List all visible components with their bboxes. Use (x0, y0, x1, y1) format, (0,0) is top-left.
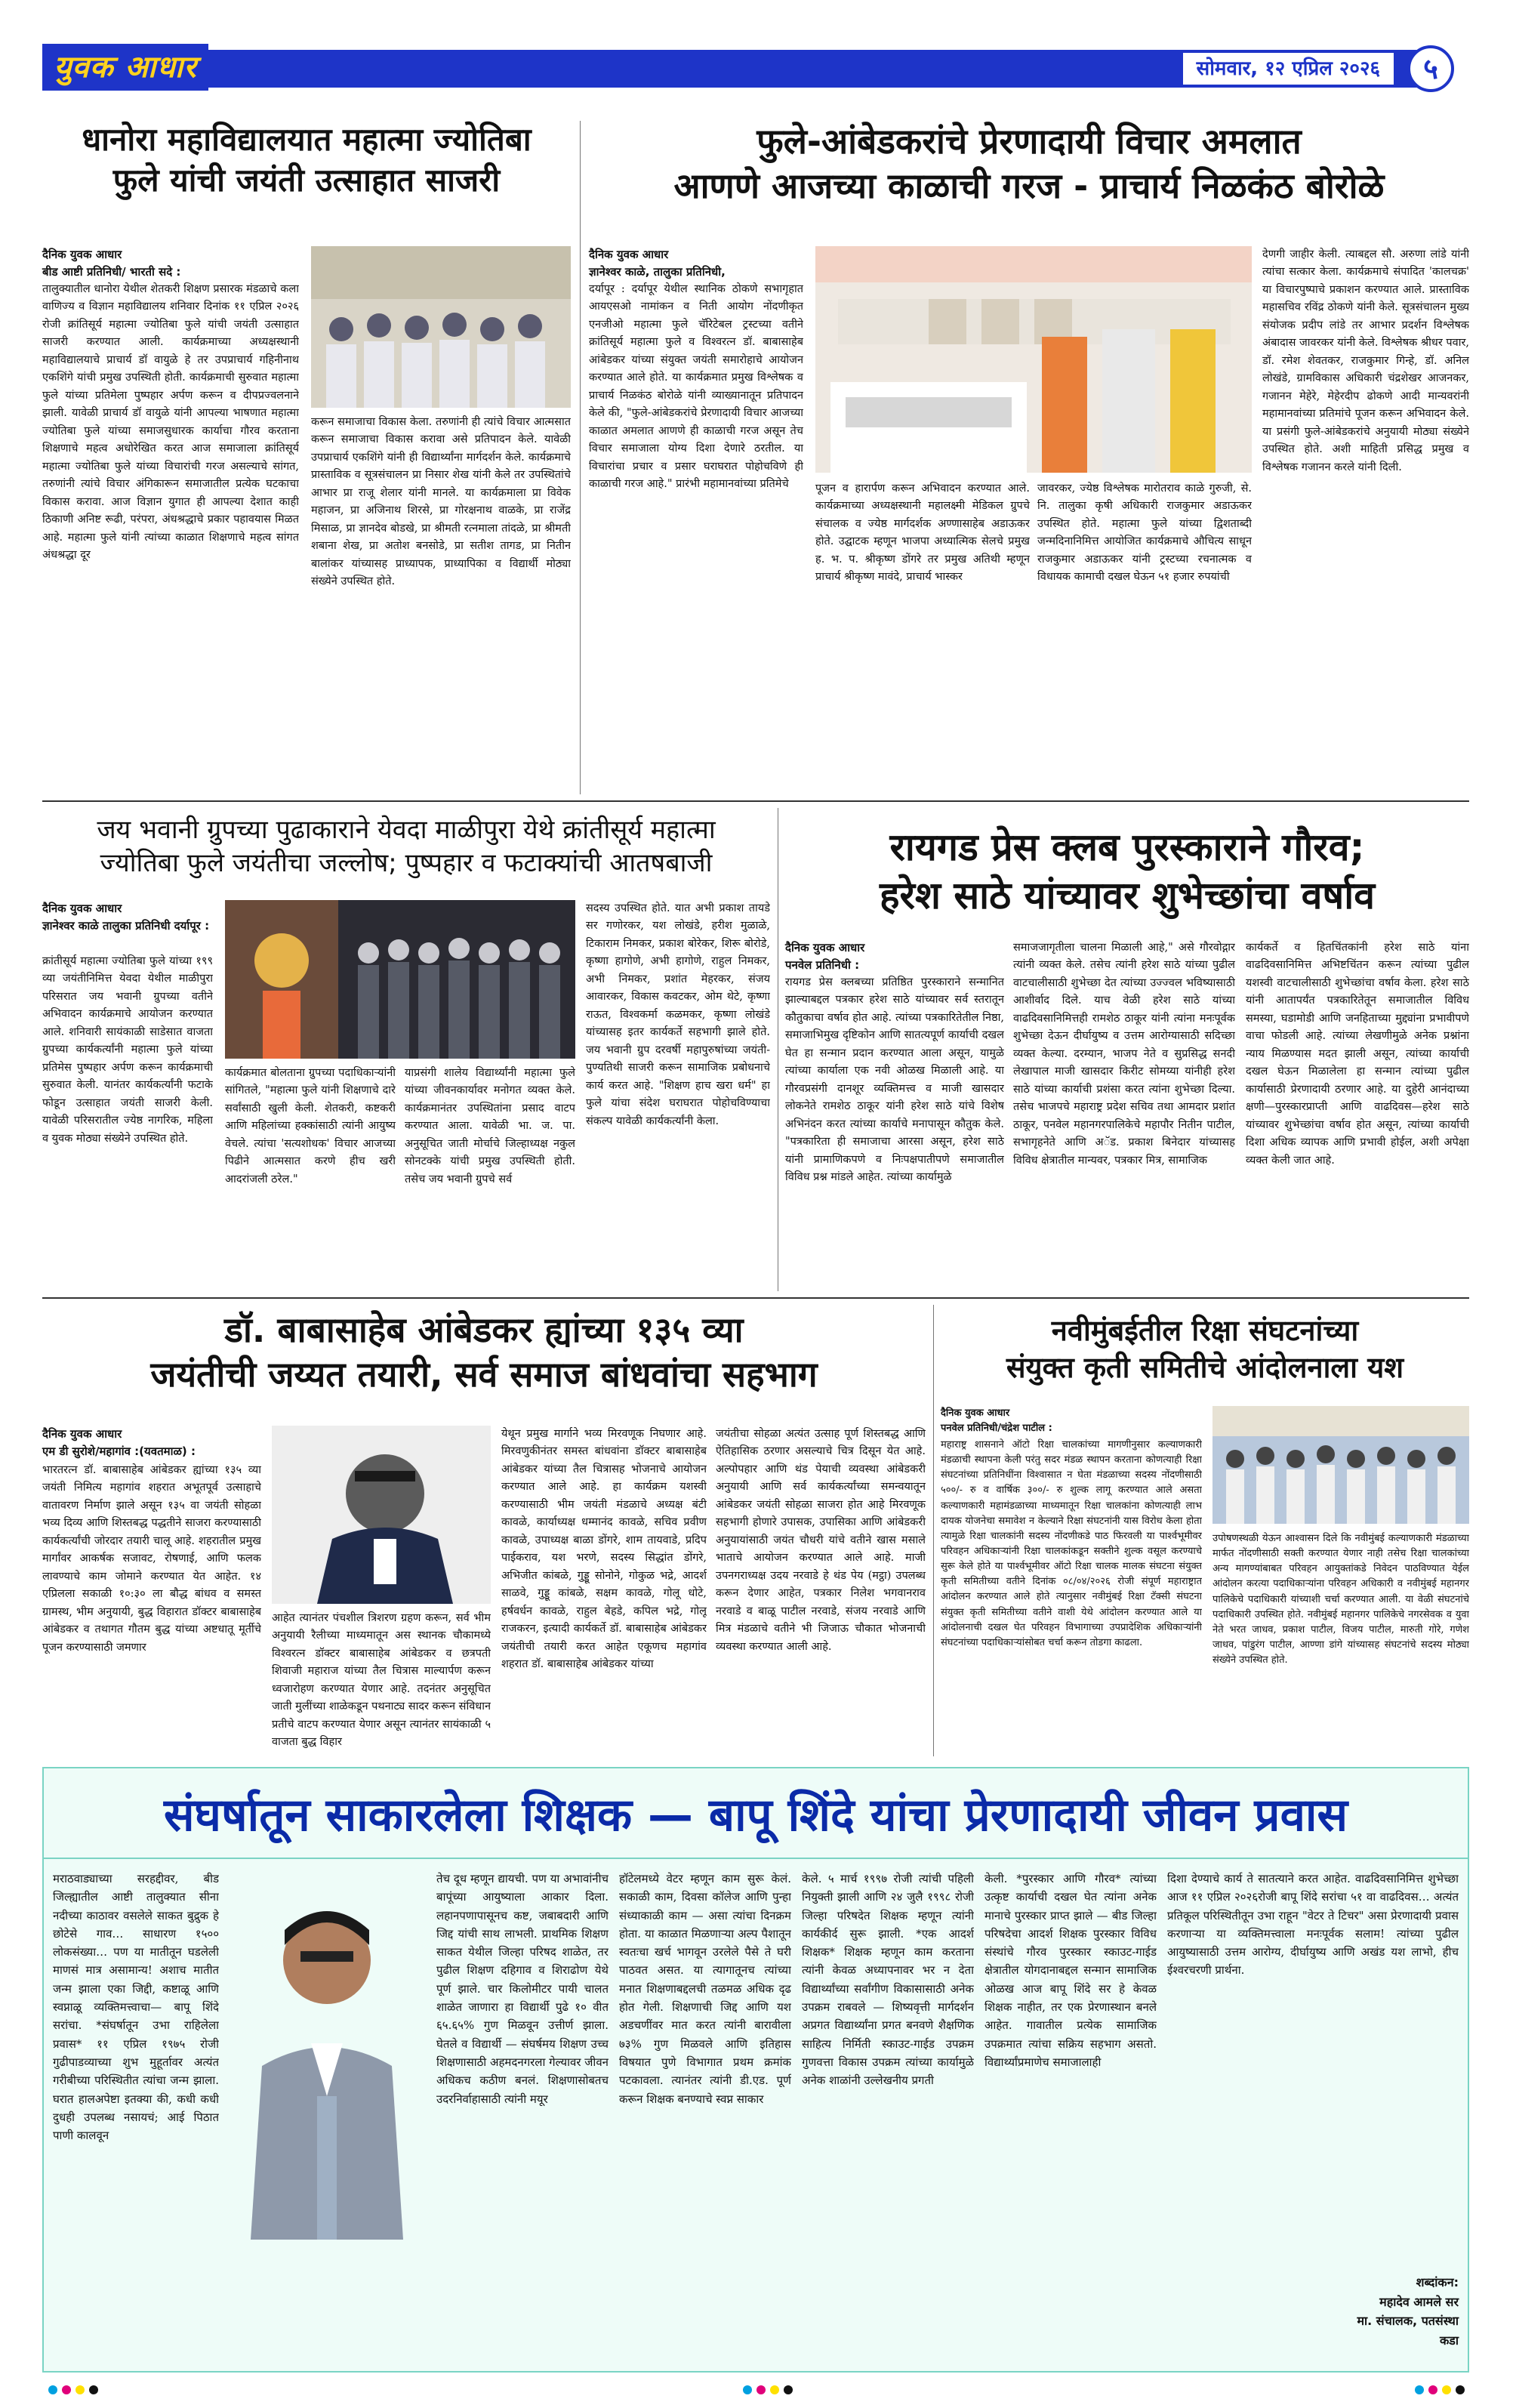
s2-headline (589, 119, 1469, 208)
s1-byline (42, 246, 299, 280)
s3-column-4: सदस्य उपस्थित होते. यात अभी प्रकाश तायडे सर गणोरकर, यश लोखंडे, हरीश मुळाळे, टिकाराम निमकर, प्रकाश बोरेकर, शिरू बोरोडे, कृष्णा हागोणे, अभी हागोणे, राहुल निमकर, अभी निमकर, प्रशांत मेहरकर, संजय आवारकर, विकास कवटकर, ओम थेटे, कृष्णा राऊत, विश्वकर्मा कळमकर, कृष्णा लोखंडे यांच्यासह इतर कार्यकर्ते सहभागी झाले होते. जय भवानी ग्रुप दरवर्षी महापुरुषांच्या जयंती-पुण्यतिथी साजरी करून सामाजिक प्रबोधनाचे कार्य करत आहे. "शिक्षण हाच खरा धर्म" हा फुले यांचा संदेश घराघरात पोहोचविण्याचा संकल्प यावेळी कार्यकर्त्यांनी केला. (586, 902, 770, 1127)
s7-photo-graphic (228, 1870, 426, 2240)
s1-photo-students (311, 246, 571, 408)
s4-headline (785, 823, 1469, 920)
s4-headline-line2: हरेश साठे यांच्यावर शुभेच्छांचा वर्षाव (879, 874, 1376, 917)
s7-column-2: तेच दूध म्हणून द्यायची. पण या अभावांनीच बापूंच्या आयुष्याला आकार दिला. लहानपणापासूनच कष्ट, जबाबदारी आणि जिद्द यांची साथ लाभली. प्राथमिक शिक्षण साकत येथील जिल्हा परिषद शाळेत, तर पुढील शिक्षण दहिगाव व शिराढोण येथे पूर्ण झाले. चार किलोमीटर पायी चालत शाळेत जाणारा हा विद्यार्थी पुढे १० वीत ६५.६५% गुण मिळवून उत्तीर्ण झाला. घेतले व विद्यार्थी — संघर्षमय शिक्षण उच्च शिक्षणासाठी अहमदनगरला गेल्यावर जीवन अधिकच कठीण बनलं. शिक्षणासोबतच उदरनिर्वाहासाठी त्यांनी मयूर (436, 1872, 609, 2106)
s2-photo-ceremony (815, 246, 1252, 473)
s2-byline-paper: दैनिक युवक आधार (589, 248, 669, 261)
row1-divider (42, 800, 1469, 802)
s2-column-4: देणगी जाहीर केली. त्याबद्दल सौ. अरुणा लांडे यांनी त्यांचा सत्कार केला. कार्यक्रमाचे संपादित 'कालचक्र' या विचारपुष्पाचे प्रकाशन करण्यात आले. प्रास्ताविक महासचिव रविंद्र ठोकणे यांनी केले. सूत्रसंचालन मुख्य संयोजक प्रदीप लांडे तर आभार प्रदर्शन विश्लेषक अंबादास जावरकर यांनी केले. विश्लेषक श्रीधर पवार, डॉ. रमेश शेवतकर, राजकुमार गिन्हे, डॉ. अनिल लोखंडे, ग्रामविकास अधिकारी चंद्रशेखर आजनकर, गजानन मेहेरे, मेहेरदीप ढोकणे आदी मान्यवरांनी महामानवांच्या प्रतिमांचे पूजन करून अभिवादन केले. या प्रसंगी फुले-आंबेडकरांचे अनुयायी मोठ्या संख्येने उपस्थित होते. अशी माहिती प्रसिद्ध प्रमुख व विश्लेषक गजानन करले यांनी दिली. (1262, 248, 1469, 473)
s5-headline (42, 1308, 926, 1397)
s2-column-1: दर्यापूर : दर्यापूर येथील स्थानिक ठोकणे सभागृहात आयएसओ नामांकन व निती आयोग नोंदणीकृत एनजीओ महात्मा फुले चॅरिटेबल ट्रस्टच्या वतीने क्रांतिसूर्य महात्मा फुले व विश्वरत्न डॉ. बाबासाहेब आंबेडकर यांच्या संयुक्त जयंती समारोहाचे आयोजन करण्यात आले होते. या कार्यक्रमात प्रमुख विश्लेषक व प्राचार्य निळकंठ बोरोळे यांनी व्याख्यानातून प्रतिपादन केले की, "फुले-आंबेडकरांचे प्रेरणादायी विचार आजच्या काळात अमलात आणणे ही काळाची गरज असून तेच विचार समाजाला योग्य दिशा देणारे ठरतील. या विचारांचा प्रचार व प्रसार घराघरात पोहोचविणे ही काळाची गरज आहे." प्रारंभी महामानवांच्या प्रतिमेचे (589, 283, 803, 491)
s7-column-3: हॉटेलमध्ये वेटर म्हणून काम सुरू केलं. सकाळी काम, दिवसा कॉलेज आणि पुन्हा संध्याकाळी काम — असा त्यांचा दिनक्रम होता. या काळात मिळणाऱ्या अल्प पैशातून स्वतःचा खर्च भागवून उरलेले पैसे ते घरी पाठवत असत. या त्यागातूनच त्यांच्या मनात शिक्षणाबद्दलची तळमळ अधिक दृढ होत गेली. शिक्षणाची जिद्द आणि यश अडचणींवर मात करत त्यांनी बारावीला ७३% गुण मिळवले आणि इतिहास विषयात पुणे विभागात प्रथम क्रमांक पटकावला. त्यानंतर त्यांनी डी.एड. पूर्ण करून शिक्षक बनण्याचे स्वप्न साकार (619, 1872, 791, 2106)
s3-headline-line2: ज्योतिबा फुले जयंतीचा जल्लोष; पुष्पहार व फटाक्यांची आतषबाजी (100, 847, 713, 878)
s1-headline (42, 119, 571, 201)
newspaper-logo: युवक आधार (42, 44, 208, 91)
s7-column-5: केली. *पुरस्कार आणि गौरव* त्यांच्या उत्कृष्ट कार्याची दखल घेत त्यांना अनेक मानाचे पुरस्कार प्राप्त झाले — बीड जिल्हा परिषदेचा आदर्श शिक्षक पुरस्कार विविध संस्थांचे गौरव पुरस्कार स्काउट-गाईड क्षेत्रातील योगदानाबद्दल सन्मान सामाजिक ओळख आज बापू शिंदे सर हे केवळ शिक्षक नाहीत, तर एक प्रेरणास्थान बनले आहेत. गावातील प्रत्येक सामाजिक उपक्रमात त्यांचा सक्रिय सहभाग असतो. विद्यार्थ्यांप्रमाणेच समाजालाही (984, 1872, 1157, 2069)
s7-signoff-title: मा. संचालक, पतसंस्था (1357, 2314, 1459, 2329)
s1-column-2: करून समाजाचा विकास केला. तरुणांनी ही त्यांचे विचार आत्मसात करून समाजाचा विकास करावा असे प्रतिपादन केले. यावेळी उपप्राचार्य एकशिंगे यांनी ही विद्यार्थ्यांना मार्गदर्शन केले. कार्यक्रमाचे प्रास्ताविक व सूत्रसंचालन प्रा निसार शेख यांनी केले तर उपस्थितांचे आभार प्रा राजू शेलार यांनी मानले. या कार्यक्रमाला प्रा विवेक महाजन, प्रा अजिनाथ शिरसे, प्रा गोरक्षनाथ वाळके, प्रा राजेंद्र मिसाळ, प्रा ज्ञानदेव बोडखे, प्रा श्रीमती रत्नमाला तांदळे, प्रा श्रीमती शबाना शेख, प्रा अतोश बनसोडे, प्रा सतीश तागड, प्रा नितीन बालांकर यांच्यासह प्राध्यापक, प्राध्यापिका व विद्यार्थी मोठ्या संख्येने उपस्थित होते. (311, 416, 571, 588)
s3-column-2: कार्यक्रमात बोलताना ग्रुपच्या पदाधिकाऱ्यांनी सांगितले, "महात्मा फुले यांनी शिक्षणाचे दारे सर्वांसाठी खुली केली. शेतकरी, कष्टकरी आणि महिलांच्या हक्कांसाठी त्यांनी आयुष्य वेचले. त्यांचा 'सत्यशोधक' विचार आजच्या पिढीने आत्मसात करणे हीच खरी आदरांजली ठरेल." (225, 1067, 396, 1186)
s2-column-2: पूजन व हारार्पण करून अभिवादन करण्यात आले. कार्यक्रमाच्या अध्यक्षस्थानी महालक्ष्मी मेडिकल ग्रुपचे संचालक व ज्येष्ठ मार्गदर्शक अण्णासाहेब अडाऊकर होते. उद्घाटक म्हणून भाजपा अध्यात्मिक सेलचे प्रमुख ह. भ. प. श्रीकृष्ण डोंगरे तर प्रमुख अतिथी म्हणून प्राचार्य श्रीकृष्ण मावंदे, प्राचार्य भास्कर (815, 483, 1030, 584)
s4-column-3: कार्यकर्ते व हितचिंतकांनी हरेश साठे यांना वाढदिवसानिमित्त अभिष्टचिंतन करून त्यांच्या पुढील यशस्वी वाटचालीसाठी शुभेच्छांचा वर्षाव केला. हरेश साठे यांनी आतापर्यंत पत्रकारितेतून समाजातील विविध समस्या, घडामोडी आणि जनहिताच्या मुद्द्यांना प्रभावीपणे वाचा फोडली आहे. त्यांच्या लेखणीमुळे अनेक प्रश्नांना न्याय मिळण्यास मदत झाली असून, त्यांच्या कार्याची दखल घेऊन मिळालेला हा सन्मान त्यांच्या पुढील कार्यासाठी प्रेरणादायी ठरणार आहे. या दुहेरी आनंदाच्या क्षणी—पुरस्कारप्राप्ती आणि वाढदिवस—हरेश साठे यांच्यावर शुभेच्छांचा वर्षाव होत असून, त्यांच्या कार्याची दिशा अधिक व्यापक आणि प्रभावी होईल, अशी अपेक्षा व्यक्त केली जात आहे. (1246, 942, 1469, 1167)
s1-headline-line1: धानोरा महाविद्यालयात महात्मा ज्योतिबा (82, 121, 532, 158)
s5-portrait-ambedkar (272, 1426, 491, 1604)
s4-headline-line1: रायगड प्रेस क्लब पुरस्काराने गौरव; (889, 825, 1365, 869)
s1-byline-paper: दैनिक युवक आधार (42, 248, 122, 261)
s3-byline-reporter: ज्ञानेश्वर काळे तालुका प्रतिनिधी दर्यापूर : (42, 918, 210, 933)
s6-byline (941, 1406, 1202, 1435)
s5-headline-line1: डॉ. बाबासाहेब आंबेडकर ह्यांच्या १३५ व्या (224, 1309, 744, 1350)
s6-headline (941, 1312, 1469, 1386)
s6-headline-line2: संयुक्त कृती समितीचे आंदोलनाला यश (1006, 1350, 1404, 1384)
s7-headline: संघर्षातून साकारलेला शिक्षक — बापू शिंदे यांचा प्रेरणादायी जीवन प्रवास (163, 1789, 1348, 1842)
s2-headline-line1: फुले-आंबेडकरांचे प्रेरणादायी विचार अमलात (756, 121, 1302, 162)
s7-column-4: केले. ५ मार्च १९९७ रोजी त्यांची पहिली नियुक्ती झाली आणि २४ जुलै १९९८ रोजी जिल्हा परिषदेत शिक्षक म्हणून त्यांनी कार्यकीर्द सुरू झाली. *एक आदर्श शिक्षक* शिक्षक म्हणून काम करताना त्यांनी केवळ अध्यापनावर भर न देता विद्यार्थ्यांच्या सर्वांगीण विकासासाठी अनेक उपक्रम राबवले — शिष्यवृत्ती मार्गदर्शन अप्रगत विद्यार्थ्यांना प्रगत बनवणे शैक्षणिक साहित्य निर्मिती स्काउट-गाईड उपक्रम गुणवत्ता विकास उपक्रम त्यांच्या कार्यामुळे अनेक शाळांनी उल्लेखनीय प्रगती (802, 1872, 974, 2088)
s5-column-4: जयंतीचा सोहळा अत्यंत उत्साह पूर्ण शिस्तबद्ध आणि ऐतिहासिक ठरणार असल्याचे चित्र दिसून येत आहे. अल्पोपहार आणि थंड पेयाची व्यवस्था आंबेडकरी अनुयायी आणि सर्व कार्यकर्त्यांच्या समन्वयातून आंबेडकर जयंती सोहळा साजरा होत आहे मिरवणूक सहभागी होणारे उपासक, उपासिका आणि आंबेडकरी अनुयायांसाठी जयंत चौधरी यांचे वतीने खास मसाले भाताचे आयोजन करण्यात आले आहे. माजी उपनगराध्यक्ष उदय नरवाडे हे थंड पेय (मट्ठा) उपलब्ध करून देणार आहेत, पत्रकार निलेश भगवानराव नरवाडे व बाळू पाटील नरवाडे, संजय नरवाडे आणि मित्र मंडळाचे वतीने भी जिजाऊ चौकात भोजनाची व्यवस्था करण्यात आली आहे. (716, 1428, 926, 1653)
s5-byline-paper: दैनिक युवक आधार (42, 1427, 122, 1441)
s1-column-1: तालुक्यातील धानोरा येथील शेतकरी शिक्षण प्रसारक मंडळाचे कला वाणिज्य व विज्ञान महाविद्यालय शनिवार दिनांक ११ एप्रिल २०२६ रोजी क्रांतिसूर्य महात्मा ज्योतिबा फुले यांची जयंती उत्साहात साजरी करण्यात आली. कार्यक्रमाच्या अध्यक्षस्थानी महाविद्यालयाचे प्राचार्य डॉ वायुळे हे तर उपप्राचार्य गहिनीनाथ एकशिंगे यांची प्रमुख उपस्थिती होती. कार्यक्रमाची सुरुवात महात्मा फुले यांच्या प्रतिमेला पुष्पहार अर्पण करून व दीपप्रज्वलनाने झाली. यावेळी प्राचार्य डॉ वायुळे यांनी आपल्या भाषणात महात्मा ज्योतिबा फुले यांच्या समाजसुधारक कार्याचा गौरव करताना शिक्षणाचे महत्व अधोरेखित करत आज समाजाला क्रांतिसूर्य महात्मा ज्योतिबा फुले यांच्या विचारांची गरज असल्याचे सांगत, तरुणांनी त्यांचे विचार अंगिकारून समाजातील प्रत्येक घटकाचा विकास करावा. आज विज्ञान युगात ही आपल्या देशात काही ठिकाणी अनिष्ट रूढी, परंपरा, अंधश्रद्धाचे प्रकार पहावयास मिळत आहे. महात्मा फुले यांनी त्यांच्या काळात शिक्षणाचे महत्व सांगत अंधश्रद्धा दूर (42, 283, 299, 562)
s3-column-1: क्रांतीसूर्य महात्मा ज्योतिबा फुले यांच्या १९९ व्या जयंतीनिमित्त येवदा येथील माळीपुरा परिसरात जय भवानी ग्रुपच्या वतीने अभिवादन कार्यक्रमाचे आयोजन करण्यात आले. शनिवारी सायंकाळी साडेसात वाजता ग्रुपच्या कार्यकर्त्यांनी महात्मा फुले यांच्या प्रतिमेस पुष्पहार अर्पण करून कार्यक्रमाची सुरुवात केली. यानंतर कार्यकर्त्यांनी फटाके फोडून उत्साहात जयंती साजरी केली. यावेळी परिसरातील ज्येष्ठ नागरिक, महिला व युवक मोठ्या संख्येने उपस्थित होते. (42, 955, 213, 1145)
s5-photo-graphic (272, 1426, 491, 1604)
masthead (42, 44, 1469, 94)
s5-column-2: आहेत त्यानंतर पंचशील त्रिशरण ग्रहण करून, सर्व भीम अनुयायी रैलीच्या माध्यमातून अस स्थानक चौकामध्ये विश्वरत्न डॉक्टर बाबासाहेब आंबेडकर व छत्रपती शिवाजी महाराज यांच्या तैल चित्रास माल्यार्पण करून ध्वजारोहण करण्यात येणार आहे. तदनंतर अनुसूचित जाती मुलींच्या शाळेकडून पथनाट्य सादर करून संविधान प्रतीचे वाटप करण्यात येणार असून त्यानंतर सायंकाळी ५ वाजता बुद्ध विहार (272, 1612, 491, 1749)
s3-column-3: याप्रसंगी शालेय विद्यार्थ्यांनी महात्मा फुले यांच्या जीवनकार्यावर मनोगत व्यक्त केले. कार्यक्रमानंतर उपस्थितांना प्रसाद वाटप करण्यात आला. यावेळी भा. ज. पा. अनुसूचित जाती मोर्चाचे जिल्हाध्यक्ष नकुल सोनटक्के यांची प्रमुख उपस्थिती होती. तसेच जय भवानी ग्रुपचे सर्व (405, 1067, 575, 1186)
s5-column-1: भारतरत्न डॉ. बाबासाहेब आंबेडकर ह्यांच्या १३५ व्या जयंती निमित्य महागांव शहरात अभूतपूर्व उत्साहाचे वातावरण निर्माण झाले असून १३५ वा जयंती सोहळा भव्य दिव्य आणि शिस्तबद्ध पद्धतीने साजरा करण्यासाठी कार्यकर्त्यांची जोरदार तयारी चालू आहे. शहरातील प्रमुख मार्गांवर आकर्षक सजावट, रोषणाई, आणि फलक लावण्याचे काम जोमाने करण्यात येत आहेत. १४ एप्रिलला सकाळी १०:३० ला बौद्ध बांधव व समस्त ग्रामस्थ, भीम अनुयायी, बुद्ध विहारात डॉक्टर बाबासाहेब आंबेडकर व तथागत गौतम बुद्ध यांच्या अष्टधातू मूर्तीचे पूजन करण्यासाठी जमणार (42, 1464, 261, 1654)
s2-byline (589, 246, 803, 280)
s5-column-3: येथून प्रमुख मार्गाने भव्य मिरवणूक निघणार आहे. मिरवणुकीनंतर समस्त बांधवांना डॉक्टर बाबासाहेब आंबेडकर यांच्या तैल चित्रासह भोजनाचे आयोजन करण्यात आले आहे. हा कार्यक्रम यशस्वी करण्यासाठी भीम जयंती मंडळाचे अध्यक्ष बंटी कावळे, कार्याध्यक्ष धम्मानंद कावळे, सचिव प्रवीण कावळे, उपाध्यक्ष बाळा डोंगरे, शाम तायवाडे, प्रदिप पाईकराव, यश भरणे, सदस्य सिद्धांत डोंगरे, अभिजीत कांबळे, गुड्डू सोनोने, गोकुळ भद्रे, आदर्श साळवे, गुड्डू कांबळे, सक्षम कावळे, गोलू धोटे, हर्षवर्धन कावळे, राहुल बेहडे, कपिल भद्रे, गोलू राजकरन, इत्यादी कार्यकर्ते डॉ. बाबासाहेब आंबेडकर जयंतीची तयारी करत आहेत एकूणच महागांव शहरात डॉ. बाबासाहेब आंबेडकर यांच्या (501, 1428, 707, 1671)
s6-byline-paper: दैनिक युवक आधार (941, 1407, 1010, 1419)
feature-headline-band (42, 1767, 1469, 1859)
s7-portrait-teacher (228, 1870, 426, 2240)
s6-photo-protest (1212, 1406, 1469, 1524)
s1-headline-line2: फुले यांची जयंती उत्साहात साजरी (112, 161, 501, 199)
s5-byline (42, 1426, 261, 1460)
s3-byline (42, 900, 213, 934)
s5-byline-reporter: एम डी सुरोशे/महागांव :(यवतमाळ) : (42, 1444, 196, 1458)
s7-column-6: दिशा देण्याचे कार्य ते सातत्याने करत आहेत. वाढदिवसानिमित्त शुभेच्छा आज ११ एप्रिल २०२६रोजी बापू शिंदे सरांचा ५१ वा वाढदिवस… अत्यंत प्रतिकूल परिस्थितीतून उभा राहून "वेटर ते टिचर" असा प्रेरणादायी प्रवास करणाऱ्या या व्यक्तिमत्त्वाला मनःपूर्वक सलाम! त्यांच्या पुढील आयुष्यासाठी उत्तम आरोग्य, दीर्घायुष्य आणि अखंड यश लाभो, हीच ईश्वरचरणी प्रार्थना. (1167, 1872, 1459, 1978)
s6-column-2: उपोषणस्थळी येऊन आश्वासन दिले कि नवीमुंबई कल्याणकारी मंडळाच्या मार्फत नोंदणीसाठी सक्ती करण्यात येणार नाही तसेच रिक्षा चालकांच्या अन्य मागण्यांबाबत परिवहन आयुक्तांकडे निवेदन पाठविण्यात येईल आंदोलन करत्या पदाधिकाऱ्यांना परिवहन अधिकारी व नवीमुंबई महानगर पालिकेचे पदाधिकारी यांच्याशी चर्चा करण्यात आली. या वेळी संघटनांचे पदाधिकारी उपस्थित होते. नवीमुंबई महानगर पालिकेचे नगरसेवक व युवा नेते भरत जाधव, प्रकाश पाटील, विजय पाटील, मारुती गोरे, गणेश जाधव, पांडुरंग पाटील, आण्णा डांगे यांच्यासह संघटनांचे सदस्य मोठ्या संख्येने उपस्थित होते. (1212, 1533, 1469, 1666)
s2-headline-line2: आणणे आजच्या काळाची गरज - प्राचार्य निळकंठ बोरोळे (673, 165, 1385, 206)
s2-column-3: जावरकर, ज्येष्ठ विश्लेषक मारोतराव काळे गुरुजी, से. नि. तालुका कृषी अधिकारी राजकुमार अडाऊकर उपस्थित होते. महात्मा फुले यांच्या द्विशताब्दी जन्मदिनानिमित्त आयोजित कार्यक्रमाचे औचित्य साधून राजकुमार अडाऊकर यांनी ट्रस्टच्या रचनात्मक व विधायक कामाची दखल घेऊन ५१ हजार रुपयांची (1037, 483, 1252, 584)
s5-divider (933, 1305, 934, 1756)
s6-photo-graphic (1212, 1406, 1469, 1524)
s4-byline-paper: दैनिक युवक आधार (785, 941, 865, 954)
s7-signoff (1167, 2273, 1459, 2350)
s7-signoff-author: महादेव आमले सर (1379, 2294, 1459, 2309)
s1-byline-reporter: बीड आष्टी प्रतिनिधी/ भारती सदे : (42, 264, 181, 279)
s7-column-1: मराठवाड्याच्या सरहद्दीवर, बीड जिल्ह्यातील आष्टी तालुक्यात सीना नदीच्या काठावर वसलेले साकत बुद्रुक हे छोटेसे गाव… साधारण १५०० लोकसंख्या… पण या मातीतून घडलेली माणसं मात्र असामान्य! अशाच मातीत जन्म झाला एका जिद्दी, कष्टाळू आणि स्वप्नाळू व्यक्तिमत्त्वाचा— बापू शिंदे सरांचा. *संघर्षातून उभा राहिलेला प्रवास* ११ एप्रिल १९७५ रोजी गुढीपाडव्याच्या शुभ मुहूर्तावर अत्यंत गरीबीच्या परिस्थितीत त्यांचा जन्म झाला. घरात हालअपेष्टा इतक्या की, कधी कधी दुधही उपलब्ध नसायचं; आई पिठात पाणी कालवून (53, 1872, 219, 2143)
print-registration-marks (0, 2382, 1516, 2397)
page-number: ५ (1407, 45, 1454, 92)
s7-signoff-label: शब्दांकन: (1416, 2275, 1459, 2289)
s4-byline (785, 939, 1004, 973)
row2-divider (42, 1297, 1469, 1299)
s2-photo-graphic (815, 246, 1252, 473)
s2-byline-reporter: ज्ञानेश्वर काळे, तालुका प्रतिनिधी, (589, 264, 726, 279)
s6-headline-line1: नवीमुंबईतील रिक्षा संघटनांच्या (1051, 1314, 1359, 1347)
s1-photo-graphic (311, 246, 571, 408)
s1-divider (580, 121, 581, 794)
issue-date: सोमवार, १२ एप्रिल २०२६ (1183, 53, 1394, 85)
s4-column-2: समाजजागृतीला चालना मिळाली आहे," असे गौरवोद्गार त्यांनी व्यक्त केले. तसेच त्यांनी हरेश साठे यांच्या पुढील वाटचालीसाठी शुभेच्छा देत त्यांच्या उज्ज्वल भविष्यासाठी आशीर्वाद दिले. याच वेळी हरेश साठे यांच्या वाढदिवसानिमित्तही रामशेठ ठाकूर यांनी त्यांना मनःपूर्वक शुभेच्छा देऊन दीर्घायुष्य व उत्तम आरोग्यासाठी सदिच्छा व्यक्त केल्या. दरम्यान, भाजप नेते व सुप्रसिद्ध सनदी लेखापाल माजी खासदार किरीट सोमय्या यांनीही हरेश साठे यांच्या कार्याची प्रशंसा करत त्यांना शुभेच्छा दिल्या. तसेच भाजपचे महाराष्ट्र प्रदेश सचिव तथा आमदार प्रशांत ठाकूर, पनवेल महानगरपालिकेचे महापौर नितीन पाटील, सभागृहनेते आणि अॅड. प्रकाश बिनेदार यांच्यासह विविध क्षेत्रातील मान्यवर, पत्रकार मित्र, सामाजिक (1013, 942, 1235, 1167)
s6-column-1: महाराष्ट्र शासनाने ऑटो रिक्षा चालकांच्या मागणीनुसार कल्याणकारी मंडळाची स्थापना केली परंतु सदर मंडळ स्थापन करताना कोणत्याही रिक्षा संघटनांच्या प्रतिनिधींना विश्वासात न घेता मंडळाच्या सदस्य नोंदणीसाठी ५००/- रु व वार्षिक ३००/- रु शुल्क लागू करण्यात आले असता कल्याणकारी महामंडळाच्या माध्यमातून रिक्षा चालकांना कोणत्याही लाभ दायक योजनेचा समावेश न केल्याने रिक्षा संघटनांनी यास विरोध केला होता त्यामुळे रिक्षा चालकांनी सदस्य नोंदणीकडे पाठ फिरवली या पार्श्वभूमीवर परिवहन अधिकाऱ्यांनी रिक्षा चालकांकडून सक्तीने शुल्क वसूल करण्याचे सुरू केले होते या पार्श्वभूमीवर ऑटो रिक्षा चालक मालक संघटना संयुक्त कृती समितीच्या वतीने दिनांक ०८/०४/२०२६ रोजी संपूर्ण महाराष्ट्रात आंदोलन करण्यात आले होते त्यानुसार नवीमुंबई रिक्षा टॅक्सी संघटना संयुक्त कृती समितीच्या वतीने वाशी येथे आंदोलन करण्यात आले या आंदोलनाची दखल घेत परिवहन विभागाच्या उपप्रादेशिक अधिकाऱ्यांनी संघटनांच्या पदाधिकाऱ्यांसोबत चर्चा करून तोडगा काढला. (941, 1439, 1202, 1648)
s3-photo-celebration (225, 900, 575, 1059)
s3-byline-paper: दैनिक युवक आधार (42, 902, 122, 915)
s4-byline-reporter: पनवेल प्रतिनिधी : (785, 957, 860, 972)
s7-signoff-place: कडा (1440, 2332, 1459, 2348)
s6-byline-reporter: पनवेल प्रतिनिधी/चंद्रेश पाटील : (941, 1422, 1052, 1434)
s4-column-1: रायगड प्रेस क्लबच्या प्रतिष्ठित पुरस्काराने सन्मानित झाल्याबद्दल पत्रकार हरेश साठे यांच्यावर सर्व स्तरातून कौतुकाचा वर्षाव होत आहे. त्यांच्या पत्रकारितेतील निष्ठा, समाजाभिमुख दृष्टिकोन आणि सातत्यपूर्ण कार्याची दखल घेत हा सन्मान प्रदान करण्यात आला असून, यामुळे त्यांच्या कार्याला एक नवी ओळख मिळाली आहे. या गौरवप्रसंगी दानशूर व्यक्तिमत्त्व व माजी खासदार लोकनेते रामशेठ ठाकूर यांनी हरेश साठे यांचे विशेष अभिनंदन करत त्यांच्या कार्याचे मनापासून कौतुक केले. "पत्रकारिता ही समाजाचा आरसा असून, हरेश साठे यांनी प्रामाणिकपणे व निःपक्षपातीपणे समाजातील विविध प्रश्न मांडले आहेत. त्यांच्या कार्यामुळे (785, 976, 1004, 1184)
s3-headline (42, 814, 770, 880)
s3-headline-line1: जय भवानी ग्रुपच्या पुढाकाराने येवदा माळीपुरा येथे क्रांतीसूर्य महात्मा (97, 815, 716, 845)
s5-headline-line2: जयंतीची जय्यत तयारी, सर्व समाज बांधवांचा सहभाग (150, 1353, 818, 1395)
s3-photo-graphic (225, 900, 575, 1059)
